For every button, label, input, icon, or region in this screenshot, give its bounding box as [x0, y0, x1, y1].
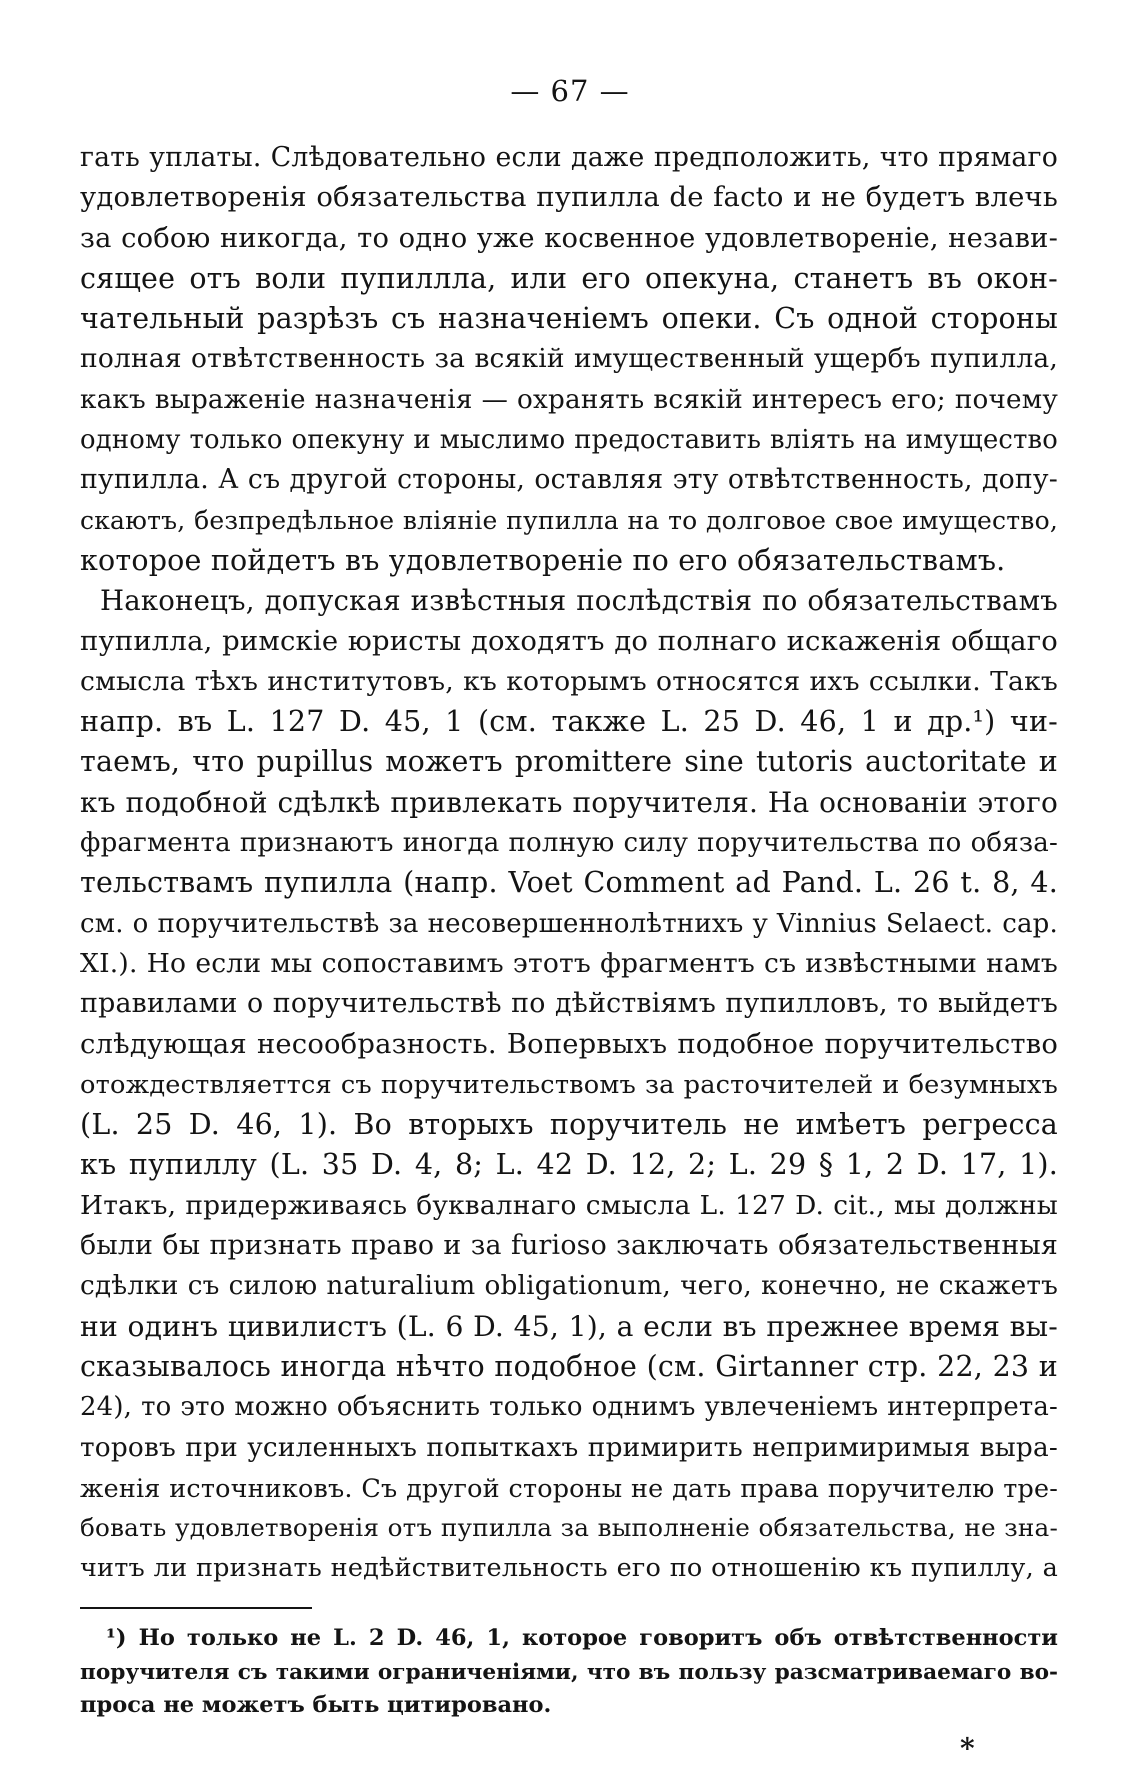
text-line: къ подобной сдѣлкѣ привлекать поручителя. На основаніи этого [80, 785, 1058, 819]
text-line: торовъ при усиленныхъ попыткахъ примирить непримиримыя выра- [80, 1432, 1058, 1463]
text-line: за собою никогда, то одно уже косвенное удовлетвореніе, незави- [80, 222, 1058, 254]
text-line: пупилла, римскіе юристы доходятъ до полнаго искаженія общаго [80, 625, 1058, 657]
text-line: сказывалось иногда нѣчто подобное (см. Girtanner стр. 22, 23 и [80, 1349, 1058, 1383]
text-line: чательный разрѣзъ съ назначеніемъ опеки. Съ одной стороны [80, 302, 1058, 336]
text-line: смысла тѣхъ институтовъ, къ которымъ относятся ихъ ссылки. Такъ [80, 665, 1058, 697]
text-line: правилами о поручительствѣ по дѣйствіямъ пупилловъ, то выйдетъ [80, 988, 1058, 1020]
text-line: гать уплаты. Слѣдовательно если даже предположить, что прямаго [80, 142, 1058, 173]
paragraph [80, 138, 1058, 581]
text-line: удовлетворенія обязательства пупилла de facto и не будетъ влечь [80, 182, 1058, 214]
text-line: полная отвѣтственность за всякій имущественный ущербъ пупилла, [80, 343, 1058, 375]
text-line: 24), то это можно объяснить только однимъ увлеченіемъ интерпрета- [80, 1392, 1058, 1423]
text-line: ни одинъ цивилистъ (L. 6 D. 45, 1), а если въ прежнее время вы- [80, 1309, 1058, 1343]
text-line: (L. 25 D. 46, 1). Во вторыхъ поручитель не имѣетъ регресса [80, 1108, 1058, 1142]
text-line: которое пойдетъ въ удовлетвореніе по его обязательствамъ. [80, 543, 1006, 577]
text-line: отождествляеттся съ поручительствомъ за расточителей и безумныхъ [80, 1069, 1058, 1100]
text-line: Наконецъ, допуская извѣстныя послѣдствія по обязательствамъ [100, 585, 1058, 618]
text-line: слѣдующая несообразность. Вопервыхъ подобное поручительство [80, 1028, 1058, 1060]
text-line: скаютъ, безпредѣльное вліяніе пупилла на то долговое свое имущество, [80, 505, 1058, 535]
paragraph [80, 581, 1058, 1588]
text-line: Итакъ, придерживаясь буквалнаго смысла L. 127 D. cit., мы должны [80, 1189, 1058, 1221]
page-number: — 67 — [510, 74, 630, 108]
body-text [80, 138, 1058, 1589]
text-line: сдѣлки съ силою naturalium obligationum, чего, конечно, не скажетъ [80, 1271, 1058, 1302]
text-line: читъ ли признать недѣйствительность его по отношенію къ пупиллу, а [80, 1553, 1058, 1584]
signature-mark: * [960, 1732, 975, 1765]
footnote-line: ¹) Но только не L. 2 D. 46, 1, которое говоритъ объ отвѣтственности [106, 1625, 1058, 1651]
text-line: были бы признать право и за furioso заключать обязательственныя [80, 1230, 1058, 1262]
text-line: таемъ, что pupillus можетъ promittere sine tutoris auctoritate и [80, 745, 1058, 779]
text-line: женія источниковъ. Съ другой стороны не дать права поручителю тре- [80, 1472, 1058, 1503]
text-line: фрагмента признаютъ иногда полную силу поручительства по обяза- [80, 828, 1058, 859]
text-line: пупилла. А съ другой стороны, оставляя эту отвѣтственность, допу- [80, 464, 1058, 496]
footnote-line: проса не можетъ быть цитировано. [80, 1692, 552, 1718]
text-line: см. о поручительствѣ за несовершеннолѣтнихъ у Vinnius Selaect. cap. [80, 908, 1058, 939]
text-line: тельствамъ пупилла (напр. Voet Comment ad Pand. L. 26 t. 8, 4. [80, 866, 1058, 900]
text-line: бовать удовлетворенія отъ пупилла за выполненіе обязательства, не зна- [80, 1513, 1058, 1543]
footnote [80, 1622, 1058, 1723]
footnote-divider [80, 1607, 312, 1609]
footnote-line: поручителя съ такими ограниченіями, что въ пользу разсматриваемаго во- [80, 1659, 1058, 1685]
text-line: къ пупиллу (L. 35 D. 4, 8; L. 42 D. 12, 2; L. 29 § 1, 2 D. 17, 1). [80, 1148, 1058, 1182]
text-line: сящее отъ воли пупиллла, или его опекуна, станетъ въ окон- [80, 261, 1058, 295]
text-line: XI.). Но если мы сопоставимъ этотъ фрагментъ съ извѣстными намъ [80, 947, 1058, 979]
text-line: одному только опекуну и мыслимо предоставить вліять на имущество [80, 425, 1058, 456]
text-line: какъ выраженіе назначенія — охранять всякій интересъ его; почему [80, 384, 1058, 415]
text-line: напр. въ L. 127 D. 45, 1 (см. также L. 25 D. 46, 1 и др.¹) чи- [80, 705, 1058, 739]
